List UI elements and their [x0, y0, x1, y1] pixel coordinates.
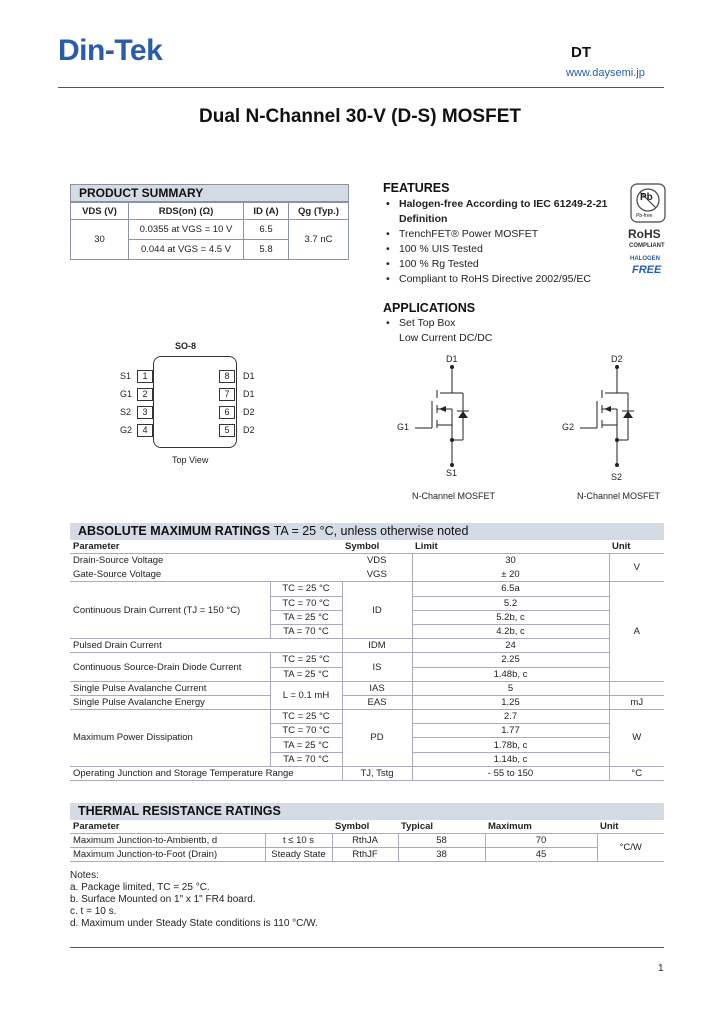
- free-label: FREE: [632, 264, 662, 276]
- vds-value: 30: [71, 220, 129, 260]
- amr-cond: TA = 70 °C: [270, 752, 342, 766]
- package-name: SO-8: [175, 341, 197, 351]
- pin-label-s1: S1: [120, 371, 132, 381]
- notes-section: [70, 870, 664, 930]
- amr-symbol: ID: [342, 582, 412, 639]
- thermal-section: [70, 803, 664, 862]
- pin-label-d2: D2: [243, 407, 255, 417]
- amr-unit: V: [609, 554, 664, 582]
- thermal-param: Maximum Junction-to-Ambientb, d: [70, 834, 265, 848]
- schematic-label-2: N-Channel MOSFET: [577, 491, 661, 501]
- schematic-s1: S1: [446, 468, 458, 478]
- id-value-1: 6.5: [244, 220, 289, 240]
- amr-limit: 24: [412, 639, 609, 653]
- amr-heading-bar: [70, 523, 664, 540]
- amr-cond: TC = 25 °C: [270, 653, 342, 667]
- amr-unit: A: [609, 582, 664, 681]
- features-section: [383, 181, 623, 287]
- qg-value: 3.7 nC: [289, 220, 349, 260]
- amr-param: Operating Junction and Storage Temperature Range: [70, 766, 342, 780]
- pin-8: 8: [219, 370, 235, 383]
- schematic-d2: D2: [611, 354, 623, 364]
- product-summary-heading: PRODUCT SUMMARY: [70, 184, 349, 202]
- application-item: Low Current DC/DC: [399, 332, 493, 344]
- feature-item-cont: [383, 212, 623, 227]
- features-heading: FEATURES: [383, 181, 450, 195]
- amr-condition: TA = 25 °C, unless otherwise noted: [273, 524, 469, 538]
- footer-divider: [70, 947, 664, 948]
- applications-list: [383, 316, 623, 346]
- rohs-label: RoHS: [628, 227, 661, 241]
- feature-item: • 100 % Rg Tested: [383, 257, 623, 272]
- amr-limit: 5.2: [412, 596, 609, 610]
- amr-col-symbol: Symbol: [342, 540, 412, 554]
- amr-limit: 1.25: [412, 695, 609, 709]
- thermal-col-unit: Unit: [597, 820, 664, 834]
- feature-item: • 100 % UIS Tested: [383, 242, 623, 257]
- note-d: d. Maximum under Steady State conditions is 110 °C/W.: [70, 918, 318, 929]
- thermal-cond: t ≤ 10 s: [265, 834, 332, 848]
- amr-param: Continuous Source-Drain Diode Current: [70, 653, 270, 681]
- amr-unit: mJ: [609, 695, 664, 709]
- pin-label-g2: G2: [120, 425, 133, 435]
- amr-limit: - 55 to 150: [412, 766, 609, 780]
- amr-limit: 5.2b, c: [412, 610, 609, 624]
- thermal-col-maximum: Maximum: [485, 820, 597, 834]
- col-qg: Qg (Typ.): [289, 203, 349, 220]
- amr-param: Gate-Source Voltage: [70, 568, 270, 582]
- amr-symbol: IAS: [342, 681, 412, 695]
- pin-6: 6: [219, 406, 235, 419]
- rds-value-1: 0.0355 at VGS = 10 V: [129, 220, 244, 240]
- mosfet-symbol-2: [560, 365, 650, 470]
- part-code: DT: [571, 44, 591, 61]
- thermal-col-typical: Typical: [398, 820, 485, 834]
- product-summary: [70, 184, 349, 260]
- thermal-cond: Steady State: [265, 848, 332, 862]
- halogen-label: HALOGEN: [630, 256, 660, 262]
- col-rds: RDS(on) (Ω): [129, 203, 244, 220]
- feature-item-text: Definition: [399, 213, 448, 225]
- thermal-typ: 38: [398, 848, 485, 862]
- pin-3: 3: [137, 406, 153, 419]
- page-title: Dual N-Channel 30-V (D-S) MOSFET: [199, 106, 521, 127]
- pb-free-text: Pb-free: [636, 213, 653, 219]
- amr-symbol: EAS: [342, 695, 412, 709]
- amr-symbol: IS: [342, 653, 412, 681]
- pin-5: 5: [219, 424, 235, 437]
- amr-heading: ABSOLUTE MAXIMUM RATINGS: [78, 524, 271, 538]
- pin-label-d1: D1: [243, 371, 255, 381]
- pin-2: 2: [137, 388, 153, 401]
- amr-param: Single Pulse Avalanche Energy: [70, 695, 270, 709]
- applications-heading: APPLICATIONS: [383, 301, 476, 315]
- pin-label-g1: G1: [120, 389, 133, 399]
- amr-symbol: VDS: [366, 555, 387, 567]
- thermal-symbol: RthJF: [332, 848, 398, 862]
- amr-col-limit: Limit: [412, 540, 609, 554]
- application-item: • Set Top Box: [383, 316, 623, 331]
- amr-cond: TC = 70 °C: [270, 724, 342, 738]
- schematic-label-1: N-Channel MOSFET: [412, 491, 496, 501]
- amr-symbol: VGS: [342, 568, 412, 582]
- package-view: Top View: [172, 455, 209, 465]
- mosfet-symbol-1: [395, 365, 485, 470]
- col-vds: VDS (V): [71, 203, 129, 220]
- schematic-g2: G2: [562, 422, 575, 432]
- pb-free-badge: [630, 183, 666, 223]
- thermal-col-symbol: Symbol: [332, 820, 398, 834]
- pin-7: 7: [219, 388, 235, 401]
- amr-symbol: IDM: [342, 639, 412, 653]
- amr-limit: 30: [412, 554, 609, 568]
- feature-item: • Compliant to RoHS Directive 2002/95/EC: [383, 272, 623, 287]
- feature-item: • Halogen-free According to IEC 61249-2-21: [383, 197, 623, 212]
- amr-limit: 1.77: [412, 724, 609, 738]
- amr-cond: TA = 25 °C: [270, 738, 342, 752]
- amr-limit: 1.48b, c: [412, 667, 609, 681]
- schematic-g1: G1: [397, 422, 410, 432]
- pin-label-d1: D1: [243, 389, 255, 399]
- schematic-d1: D1: [446, 354, 458, 364]
- amr-cond: TC = 25 °C: [270, 582, 342, 596]
- thermal-unit: °C/W: [597, 834, 664, 862]
- amr-param: Drain-Source Voltage: [73, 555, 164, 567]
- schematic-s2: S2: [611, 472, 623, 482]
- amr-table: [70, 540, 664, 781]
- product-summary-table: [70, 202, 349, 260]
- pin-4: 4: [137, 424, 153, 437]
- amr-limit: 2.7: [412, 710, 609, 724]
- amr-col-parameter: Parameter: [70, 540, 270, 554]
- amr-unit: °C: [609, 766, 664, 780]
- notes-heading: Notes:: [70, 870, 99, 881]
- id-value-2: 5.8: [244, 240, 289, 260]
- note-a: a. Package limited, TC = 25 °C.: [70, 882, 210, 893]
- website-link[interactable]: www.daysemi.jp: [566, 67, 645, 79]
- pin-1: 1: [137, 370, 153, 383]
- company-logo: Din-Tek: [58, 34, 163, 67]
- header-divider: [58, 87, 664, 88]
- amr-param: Pulsed Drain Current: [70, 639, 270, 653]
- features-list: [383, 197, 623, 287]
- thermal-heading: THERMAL RESISTANCE RATINGS: [70, 803, 664, 820]
- applications-section: [383, 301, 623, 346]
- thermal-col-parameter: Parameter: [70, 820, 265, 834]
- feature-item: • TrenchFET® Power MOSFET: [383, 227, 623, 242]
- col-id: ID (A): [244, 203, 289, 220]
- amr-symbol: PD: [342, 710, 412, 767]
- rds-value-2: 0.044 at VGS = 4.5 V: [129, 240, 244, 260]
- thermal-max: 45: [485, 848, 597, 862]
- amr-limit: 2.25: [412, 653, 609, 667]
- thermal-typ: 58: [398, 834, 485, 848]
- pb-text: Pb: [640, 192, 653, 203]
- amr-limit: 1.14b, c: [412, 752, 609, 766]
- amr-cond: TA = 70 °C: [270, 624, 342, 638]
- amr-unit: W: [609, 710, 664, 767]
- amr-cond: L = 0.1 mH: [270, 681, 342, 709]
- amr-limit: ± 20: [412, 568, 609, 582]
- amr-param: Continuous Drain Current (TJ = 150 °C): [70, 582, 270, 639]
- amr-limit: 6.5a: [412, 582, 609, 596]
- amr-limit: 1.78b, c: [412, 738, 609, 752]
- amr-cond: TA = 25 °C: [270, 667, 342, 681]
- thermal-param: Maximum Junction-to-Foot (Drain): [70, 848, 265, 862]
- thermal-max: 70: [485, 834, 597, 848]
- amr-limit: 5: [412, 681, 609, 695]
- amr-col-unit: Unit: [609, 540, 664, 554]
- thermal-symbol: RthJA: [332, 834, 398, 848]
- rohs-compliant: COMPLIANT: [629, 243, 665, 249]
- amr-param: Maximum Power Dissipation: [70, 710, 270, 767]
- thermal-table: [70, 820, 664, 862]
- amr-symbol: TJ, Tstg: [342, 766, 412, 780]
- pin-label-s2: S2: [120, 407, 132, 417]
- amr-cond: TC = 25 °C: [270, 710, 342, 724]
- amr-cond: TC = 70 °C: [270, 596, 342, 610]
- note-b: b. Surface Mounted on 1" x 1" FR4 board.: [70, 894, 256, 905]
- page-number: 1: [658, 963, 664, 974]
- amr-limit: 4.2b, c: [412, 624, 609, 638]
- pin-label-d2: D2: [243, 425, 255, 435]
- amr-param: Single Pulse Avalanche Current: [70, 681, 270, 695]
- amr-cond: TA = 25 °C: [270, 610, 342, 624]
- amr-section: [70, 523, 664, 781]
- note-c: c. t = 10 s.: [70, 906, 117, 917]
